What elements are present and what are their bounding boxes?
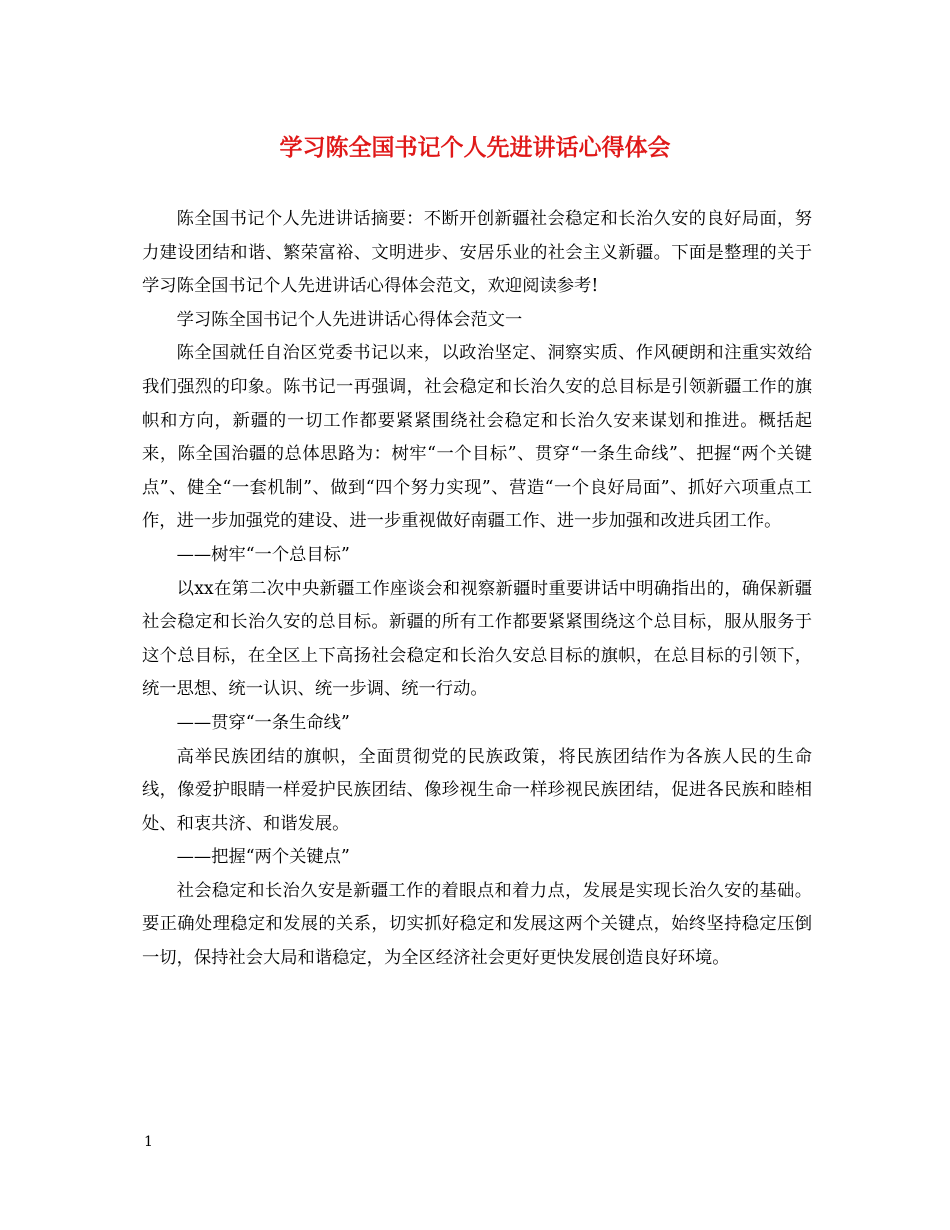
- paragraph-overview: 陈全国就任自治区党委书记以来，以政治坚定、洞察实质、作风硬朗和注重实效给我们强烈的印象。陈书记一再强调，社会稳定和长治久安的总目标是引领新疆工作的旗帜和方向，新疆的一切工作都要紧紧围绕社会稳定和长治久安来谋划和推进。概括起来，陈全国治疆的总体思路为：树牢“一个目标”、贯穿“一条生命线”、把握“两个关键点”、健全“一套机制”、做到“四个努力实现”、营造“一个良好局面”、抓好六项重点工作，进一步加强党的建设、进一步重视做好南疆工作、进一步加强和改进兵团工作。: [142, 343, 812, 532]
- paragraph-goal: 以xx在第二次中央新疆工作座谈会和视察新疆时重要讲话中明确指出的，确保新疆社会稳定和长治久安的总目标。新疆的所有工作都要紧紧围绕这个总目标，服从服务于这个总目标，在全区上下高扬社会稳定和长治久安总目标的旗帜，在总目标的引领下，统一思想、统一认识、统一步调、统一行动。: [142, 578, 812, 700]
- paragraph-subheading-goal: ——树牢“一个总目标”: [176, 544, 350, 565]
- paragraph-subheading-key-points: ——把握“两个关键点”: [176, 847, 350, 868]
- document-body: [142, 203, 812, 976]
- document-title: 学习陈全国书记个人先进讲话心得体会: [279, 134, 671, 161]
- paragraph-section-heading: 学习陈全国书记个人先进讲话心得体会范文一: [176, 309, 523, 330]
- paragraph-lifeline: 高举民族团结的旗帜，全面贯彻党的民族政策，将民族团结作为各族人民的生命线，像爱护眼睛一样爱护民族团结、像珍视生命一样珍视民族团结，促进各民族和睦相处、和衷共济、和谐发展。: [142, 746, 812, 834]
- page-number: 1: [144, 1134, 153, 1150]
- paragraph-key-points: 社会稳定和长治久安是新疆工作的着眼点和着力点，发展是实现长治久安的基础。要正确处理稳定和发展的关系，切实抓好稳定和发展这两个关键点，始终坚持稳定压倒一切，保持社会大局和谐稳定，为全区经济社会更好更快发展创造良好环境。: [142, 880, 812, 969]
- paragraph-intro: 陈全国书记个人先进讲话摘要：不断开创新疆社会稳定和长治久安的良好局面，努力建设团结和谐、繁荣富裕、文明进步、安居乐业的社会主义新疆。下面是整理的关于学习陈全国书记个人先进讲话心得体会范文，欢迎阅读参考!: [142, 209, 812, 297]
- paragraph-subheading-lifeline: ——贯穿“一条生命线”: [176, 712, 350, 733]
